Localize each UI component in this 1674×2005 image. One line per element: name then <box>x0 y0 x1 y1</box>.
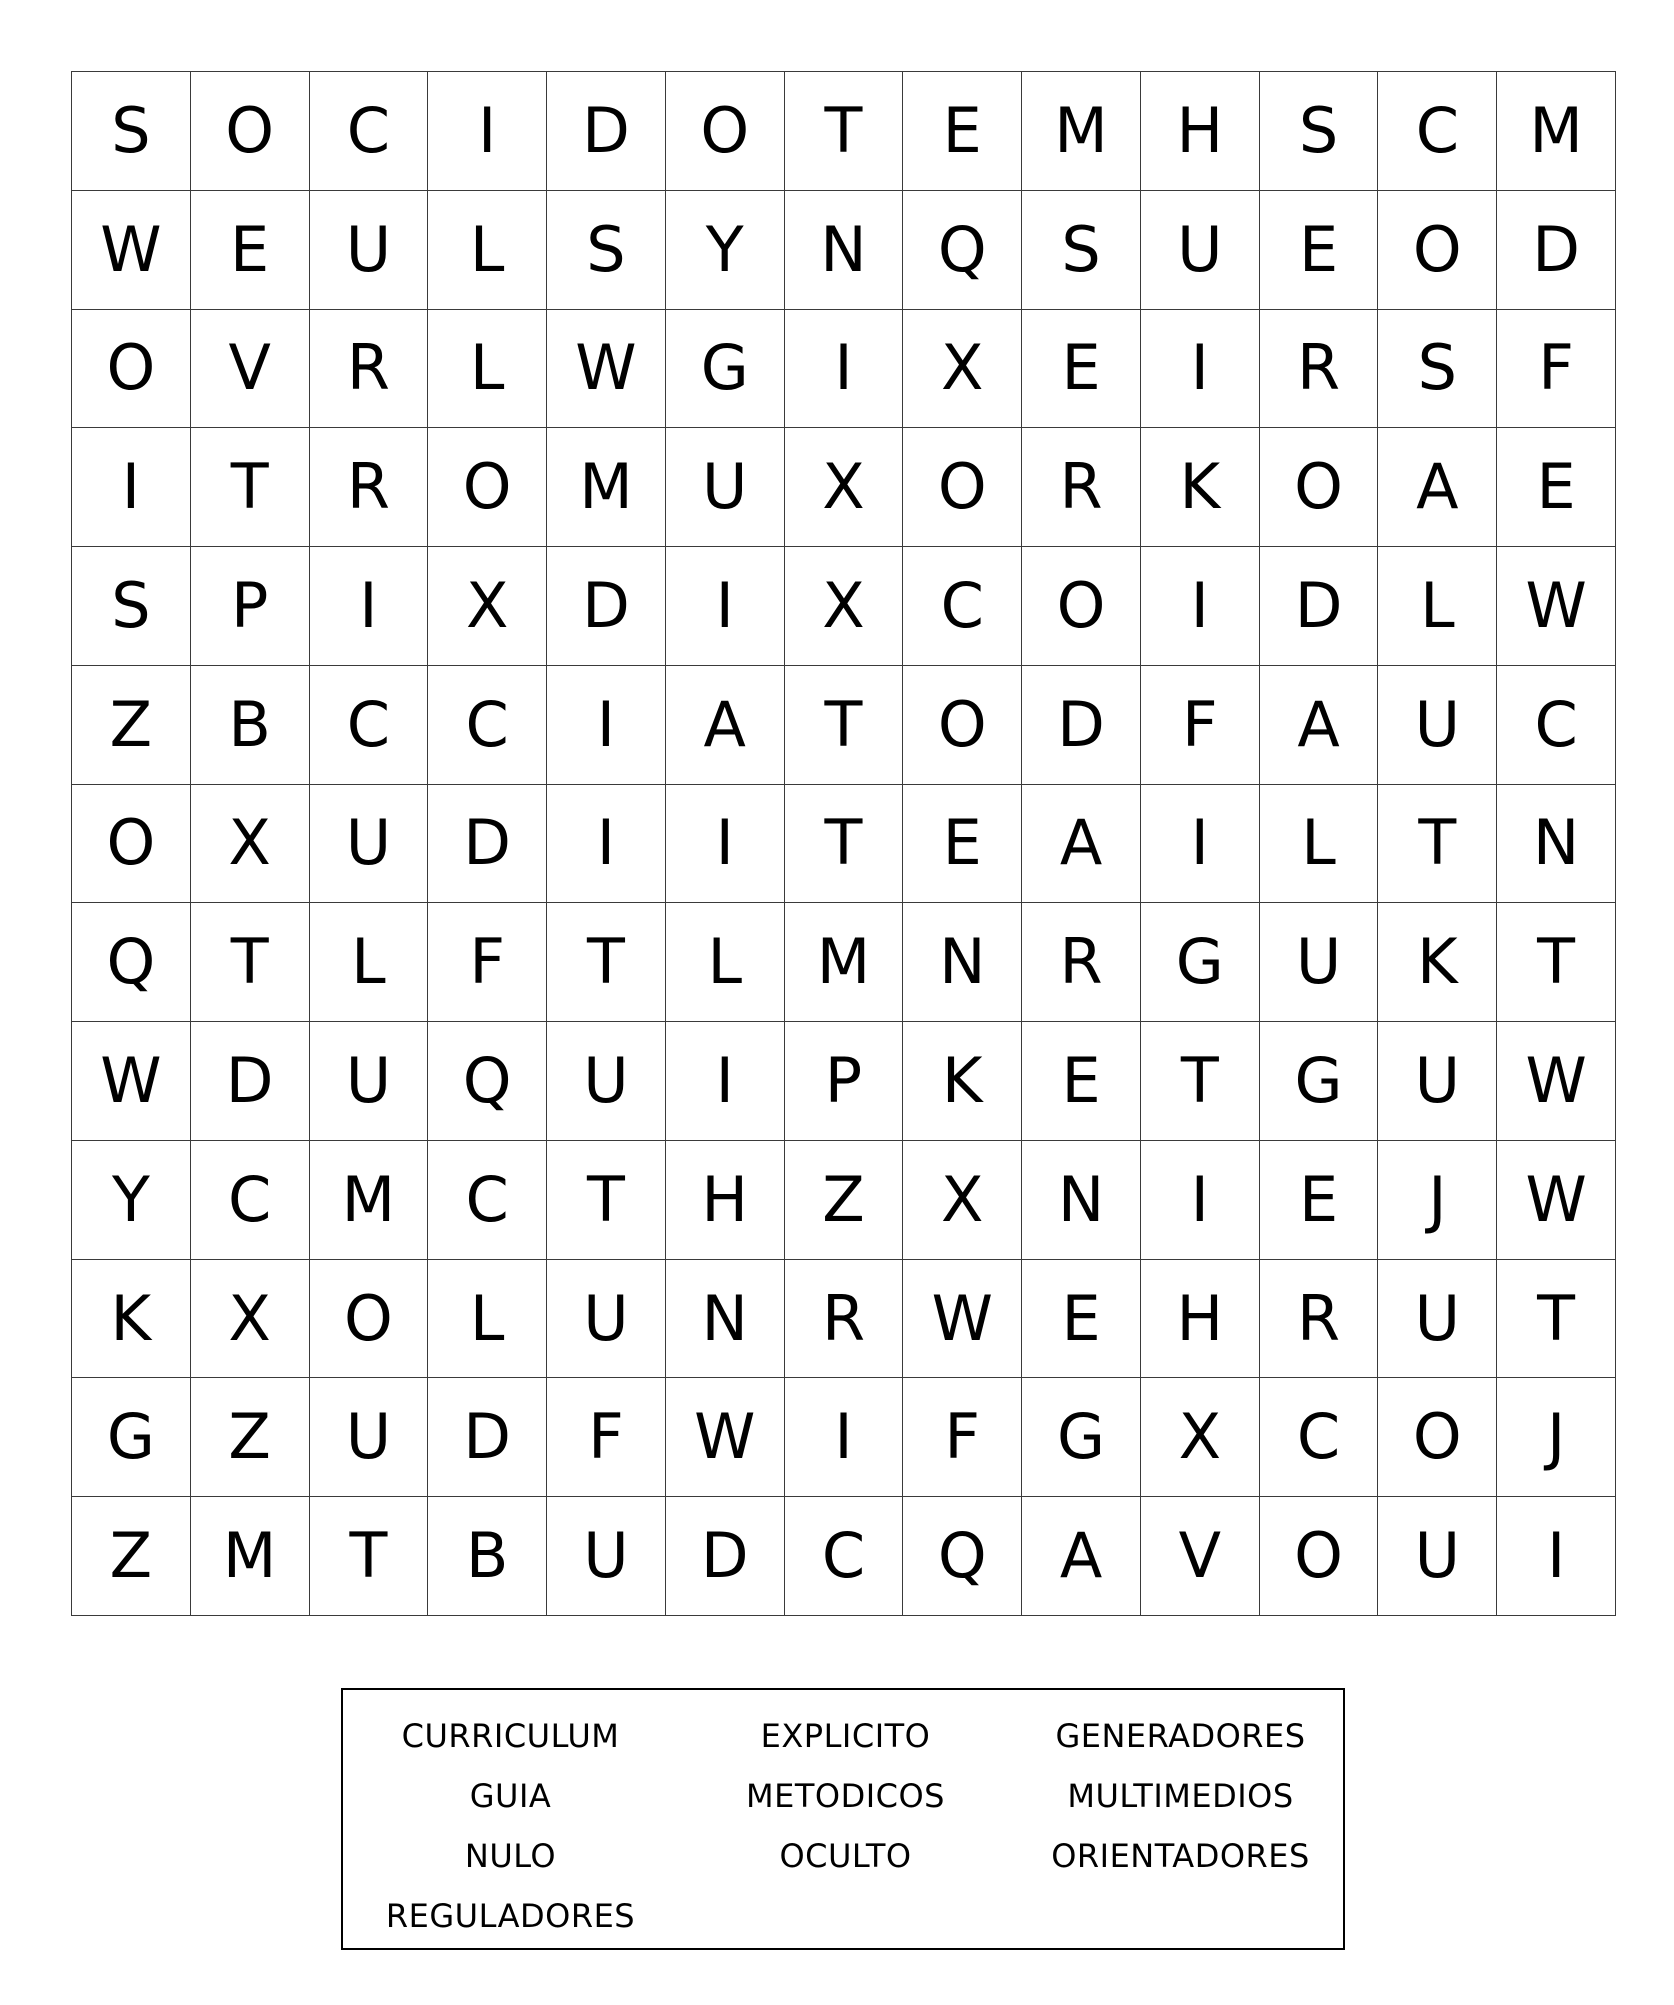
grid-cell[interactable]: T <box>785 785 904 904</box>
grid-cell[interactable]: E <box>1497 428 1616 547</box>
grid-cell[interactable]: I <box>72 428 191 547</box>
grid-cell[interactable]: C <box>428 1141 547 1260</box>
grid-cell[interactable]: K <box>72 1260 191 1379</box>
grid-cell[interactable]: W <box>72 191 191 310</box>
grid-cell[interactable]: E <box>191 191 310 310</box>
grid-cell[interactable]: S <box>72 72 191 191</box>
grid-cell[interactable]: G <box>1260 1022 1379 1141</box>
grid-cell[interactable]: L <box>428 191 547 310</box>
word-list-item: ORIENTADORES <box>1051 1837 1310 1875</box>
grid-cell[interactable]: X <box>903 310 1022 429</box>
grid-cell[interactable]: U <box>1260 903 1379 1022</box>
grid-cell[interactable]: C <box>428 666 547 785</box>
grid-cell[interactable]: T <box>785 72 904 191</box>
word-list-item: OCULTO <box>779 1837 912 1875</box>
grid-cell[interactable]: A <box>1022 1497 1141 1616</box>
grid-cell[interactable]: U <box>1378 1260 1497 1379</box>
grid-cell[interactable]: B <box>428 1497 547 1616</box>
grid-cell[interactable]: G <box>666 310 785 429</box>
grid-cell[interactable]: W <box>72 1022 191 1141</box>
grid-cell[interactable]: O <box>666 72 785 191</box>
grid-cell[interactable]: U <box>310 1378 429 1497</box>
grid-cell[interactable]: Y <box>666 191 785 310</box>
grid-cell[interactable]: H <box>1141 1260 1260 1379</box>
grid-cell[interactable]: X <box>785 428 904 547</box>
grid-cell[interactable]: N <box>785 191 904 310</box>
grid-cell[interactable]: C <box>191 1141 310 1260</box>
grid-cell[interactable]: R <box>785 1260 904 1379</box>
grid-cell[interactable]: L <box>310 903 429 1022</box>
grid-cell[interactable]: T <box>547 1141 666 1260</box>
grid-cell[interactable]: I <box>428 72 547 191</box>
grid-cell[interactable]: I <box>1141 310 1260 429</box>
grid-cell[interactable]: W <box>547 310 666 429</box>
grid-cell[interactable]: Q <box>72 903 191 1022</box>
grid-cell[interactable]: F <box>428 903 547 1022</box>
grid-cell[interactable]: M <box>1022 72 1141 191</box>
grid-cell[interactable]: O <box>72 310 191 429</box>
grid-cell[interactable]: W <box>1497 1022 1616 1141</box>
grid-cell[interactable]: D <box>1497 191 1616 310</box>
grid-cell[interactable]: N <box>1497 785 1616 904</box>
grid-cell[interactable]: H <box>666 1141 785 1260</box>
grid-cell[interactable]: N <box>666 1260 785 1379</box>
grid-cell[interactable]: W <box>903 1260 1022 1379</box>
grid-cell[interactable]: V <box>1141 1497 1260 1616</box>
grid-cell[interactable]: F <box>1497 310 1616 429</box>
grid-cell[interactable]: D <box>428 785 547 904</box>
grid-cell[interactable]: G <box>1141 903 1260 1022</box>
grid-cell[interactable]: K <box>1141 428 1260 547</box>
word-list-item: EXPLICITO <box>760 1717 931 1755</box>
grid-cell[interactable]: I <box>785 310 904 429</box>
grid-cell[interactable]: N <box>1022 1141 1141 1260</box>
grid-cell[interactable]: X <box>1141 1378 1260 1497</box>
grid-cell[interactable]: M <box>1497 72 1616 191</box>
grid-cell[interactable]: J <box>1497 1378 1616 1497</box>
grid-cell[interactable]: F <box>1141 666 1260 785</box>
grid-cell[interactable]: I <box>666 785 785 904</box>
grid-cell[interactable]: I <box>547 666 666 785</box>
grid-cell[interactable]: P <box>191 547 310 666</box>
grid-cell[interactable]: C <box>785 1497 904 1616</box>
grid-cell[interactable]: D <box>547 547 666 666</box>
grid-cell[interactable]: I <box>310 547 429 666</box>
grid-cell[interactable]: X <box>428 547 547 666</box>
grid-cell[interactable]: O <box>903 666 1022 785</box>
grid-cell[interactable]: U <box>547 1022 666 1141</box>
grid-cell[interactable]: M <box>310 1141 429 1260</box>
grid-cell[interactable]: L <box>1378 547 1497 666</box>
grid-cell[interactable]: E <box>1022 1022 1141 1141</box>
grid-cell[interactable]: C <box>1260 1378 1379 1497</box>
word-list-item: NULO <box>464 1837 557 1875</box>
grid-cell[interactable]: E <box>1022 310 1141 429</box>
grid-cell[interactable]: O <box>191 72 310 191</box>
grid-cell[interactable]: F <box>547 1378 666 1497</box>
word-list-box <box>341 1688 1345 1950</box>
grid-cell[interactable]: U <box>547 1260 666 1379</box>
grid-cell[interactable]: R <box>310 428 429 547</box>
grid-cell[interactable]: M <box>191 1497 310 1616</box>
grid-cell[interactable]: U <box>310 785 429 904</box>
grid-cell[interactable]: O <box>72 785 191 904</box>
grid-cell[interactable]: J <box>1378 1141 1497 1260</box>
grid-cell[interactable]: W <box>1497 1141 1616 1260</box>
grid-cell[interactable]: Q <box>903 191 1022 310</box>
grid-cell[interactable]: R <box>1260 310 1379 429</box>
grid-cell[interactable]: N <box>903 903 1022 1022</box>
grid-cell[interactable]: E <box>903 72 1022 191</box>
grid-cell[interactable]: B <box>191 666 310 785</box>
grid-cell[interactable]: Z <box>72 666 191 785</box>
grid-cell[interactable]: W <box>1497 547 1616 666</box>
grid-cell[interactable]: G <box>72 1378 191 1497</box>
grid-cell[interactable]: O <box>903 428 1022 547</box>
grid-cell[interactable]: A <box>666 666 785 785</box>
letter-grid <box>71 71 1616 1616</box>
grid-cell[interactable]: U <box>1378 666 1497 785</box>
grid-cell[interactable]: M <box>547 428 666 547</box>
word-list-item: METODICOS <box>746 1777 945 1815</box>
grid-cell[interactable]: O <box>1260 428 1379 547</box>
grid-cell[interactable]: D <box>191 1022 310 1141</box>
grid-cell[interactable]: O <box>428 428 547 547</box>
grid-cell[interactable]: I <box>785 1378 904 1497</box>
grid-cell[interactable]: L <box>1260 785 1379 904</box>
grid-cell[interactable]: E <box>1260 191 1379 310</box>
grid-cell[interactable]: O <box>310 1260 429 1379</box>
grid-cell[interactable]: Q <box>903 1497 1022 1616</box>
grid-cell[interactable]: Q <box>428 1022 547 1141</box>
grid-cell[interactable]: C <box>310 666 429 785</box>
grid-cell[interactable]: T <box>1141 1022 1260 1141</box>
grid-cell[interactable]: T <box>191 903 310 1022</box>
grid-cell[interactable]: W <box>666 1378 785 1497</box>
grid-cell[interactable]: D <box>1022 666 1141 785</box>
grid-cell[interactable]: C <box>1378 72 1497 191</box>
grid-cell[interactable]: S <box>1378 310 1497 429</box>
grid-cell[interactable]: U <box>666 428 785 547</box>
grid-cell[interactable]: V <box>191 310 310 429</box>
grid-cell[interactable]: D <box>666 1497 785 1616</box>
grid-cell[interactable]: T <box>1378 785 1497 904</box>
grid-cell[interactable]: A <box>1378 428 1497 547</box>
grid-cell[interactable]: Z <box>72 1497 191 1616</box>
grid-cell[interactable]: A <box>1260 666 1379 785</box>
grid-cell[interactable]: R <box>1260 1260 1379 1379</box>
grid-cell[interactable]: I <box>1141 1141 1260 1260</box>
grid-cell[interactable]: I <box>547 785 666 904</box>
grid-cell[interactable]: U <box>1141 191 1260 310</box>
grid-cell[interactable]: O <box>1022 547 1141 666</box>
grid-cell[interactable]: G <box>1022 1378 1141 1497</box>
grid-cell[interactable]: D <box>1260 547 1379 666</box>
grid-cell[interactable]: I <box>1141 547 1260 666</box>
grid-cell[interactable]: C <box>310 72 429 191</box>
grid-cell[interactable]: A <box>1022 785 1141 904</box>
grid-cell[interactable]: T <box>1497 1260 1616 1379</box>
grid-cell[interactable]: O <box>1378 1378 1497 1497</box>
grid-cell[interactable]: U <box>1378 1497 1497 1616</box>
grid-cell[interactable]: L <box>666 903 785 1022</box>
word-list-item: GUIA <box>469 1777 552 1815</box>
grid-cell[interactable]: Z <box>191 1378 310 1497</box>
grid-cell[interactable]: E <box>1260 1141 1379 1260</box>
grid-cell[interactable]: I <box>666 547 785 666</box>
word-list-item: GENERADORES <box>1055 1717 1306 1755</box>
grid-cell[interactable]: U <box>310 191 429 310</box>
grid-cell[interactable]: K <box>903 1022 1022 1141</box>
grid-cell[interactable]: E <box>1022 1260 1141 1379</box>
grid-cell[interactable]: U <box>1378 1022 1497 1141</box>
grid-cell[interactable]: O <box>1260 1497 1379 1616</box>
grid-cell[interactable]: O <box>1378 191 1497 310</box>
grid-cell[interactable]: I <box>1497 1497 1616 1616</box>
grid-cell[interactable]: T <box>785 666 904 785</box>
grid-cell[interactable]: D <box>547 72 666 191</box>
grid-cell[interactable]: X <box>191 1260 310 1379</box>
grid-cell[interactable]: X <box>903 1141 1022 1260</box>
grid-cell[interactable]: D <box>428 1378 547 1497</box>
grid-cell[interactable]: C <box>1497 666 1616 785</box>
grid-cell[interactable]: I <box>666 1022 785 1141</box>
grid-cell[interactable]: U <box>547 1497 666 1616</box>
grid-cell[interactable]: E <box>903 785 1022 904</box>
grid-cell[interactable]: S <box>1260 72 1379 191</box>
grid-cell[interactable]: X <box>785 547 904 666</box>
grid-cell[interactable]: Y <box>72 1141 191 1260</box>
grid-cell[interactable]: R <box>310 310 429 429</box>
grid-cell[interactable]: R <box>1022 903 1141 1022</box>
grid-cell[interactable]: T <box>1497 903 1616 1022</box>
grid-cell[interactable]: S <box>72 547 191 666</box>
grid-cell[interactable]: F <box>903 1378 1022 1497</box>
grid-cell[interactable]: K <box>1378 903 1497 1022</box>
grid-cell[interactable]: C <box>903 547 1022 666</box>
grid-cell[interactable]: M <box>785 903 904 1022</box>
word-list-item: REGULADORES <box>385 1897 636 1935</box>
word-list <box>343 1706 1343 1946</box>
grid-cell[interactable]: L <box>428 1260 547 1379</box>
grid-cell[interactable]: X <box>191 785 310 904</box>
grid-cell[interactable]: R <box>1022 428 1141 547</box>
grid-cell[interactable]: I <box>1141 785 1260 904</box>
grid-cell[interactable]: P <box>785 1022 904 1141</box>
grid-cell[interactable]: S <box>547 191 666 310</box>
word-list-item: MULTIMEDIOS <box>1067 1777 1294 1815</box>
grid-cell[interactable]: H <box>1141 72 1260 191</box>
grid-cell[interactable]: T <box>191 428 310 547</box>
grid-cell[interactable]: T <box>310 1497 429 1616</box>
grid-cell[interactable]: T <box>547 903 666 1022</box>
grid-cell[interactable]: S <box>1022 191 1141 310</box>
grid-cell[interactable]: L <box>428 310 547 429</box>
word-list-item: CURRICULUM <box>401 1717 620 1755</box>
grid-cell[interactable]: Z <box>785 1141 904 1260</box>
grid-cell[interactable]: U <box>310 1022 429 1141</box>
